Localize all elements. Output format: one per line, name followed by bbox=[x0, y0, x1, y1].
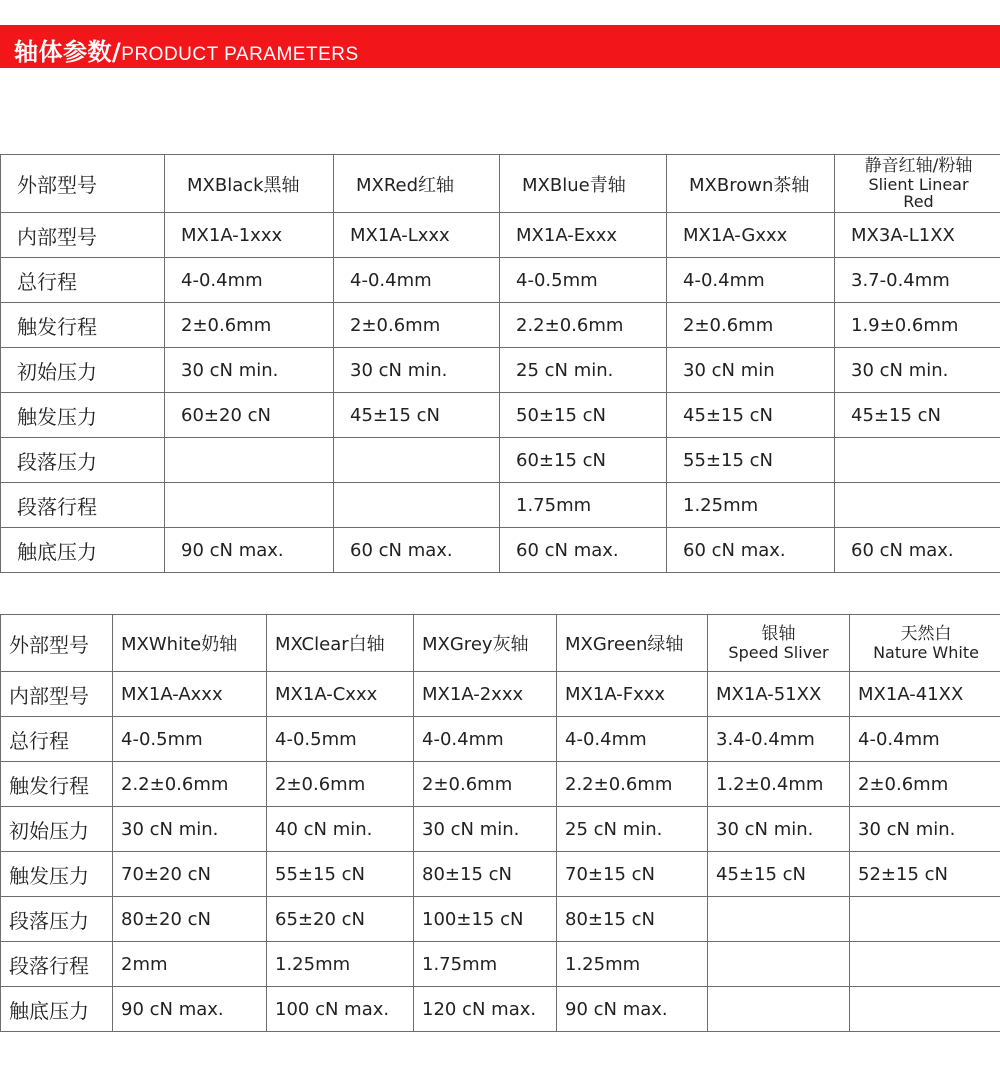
table-cell: 100±15 cN bbox=[414, 897, 557, 942]
table-cell: MX1A-Fxxx bbox=[557, 672, 708, 717]
table-cell: 3.7-0.4mm bbox=[835, 258, 1000, 303]
table-row bbox=[1, 807, 1000, 852]
table-row bbox=[1, 348, 1000, 393]
table-cell bbox=[850, 987, 1000, 1032]
table-row bbox=[1, 438, 1000, 483]
table-cell: 2±0.6mm bbox=[165, 303, 334, 348]
column-header bbox=[835, 155, 1000, 213]
column-header: MXBrown茶轴 bbox=[667, 155, 835, 213]
table-cell: 80±15 cN bbox=[414, 852, 557, 897]
table-cell bbox=[708, 987, 850, 1032]
column-header-line: 静音红轴/粉轴 bbox=[864, 156, 973, 176]
row-label: 总行程 bbox=[1, 717, 113, 762]
table-row bbox=[1, 762, 1000, 807]
table-cell: MX1A-Gxxx bbox=[667, 213, 835, 258]
table-cell: 4-0.5mm bbox=[500, 258, 667, 303]
table-cell: 1.25mm bbox=[267, 942, 414, 987]
table-cell: 60 cN max. bbox=[835, 528, 1000, 573]
row-label: 触底压力 bbox=[1, 987, 113, 1032]
table-cell: MX1A-41XX bbox=[850, 672, 1000, 717]
table-cell: 30 cN min. bbox=[113, 807, 267, 852]
section-title-en: PRODUCT PARAMETERS bbox=[121, 44, 359, 65]
table-cell: 30 cN min. bbox=[334, 348, 500, 393]
table-cell: 25 cN min. bbox=[557, 807, 708, 852]
table-row bbox=[1, 987, 1000, 1032]
column-header bbox=[850, 615, 1000, 672]
table-cell bbox=[708, 942, 850, 987]
column-header: MXRed红轴 bbox=[334, 155, 500, 213]
table-cell: 40 cN min. bbox=[267, 807, 414, 852]
column-header: MXClear白轴 bbox=[267, 615, 414, 672]
row-label: 初始压力 bbox=[1, 348, 165, 393]
table-cell: 2.2±0.6mm bbox=[113, 762, 267, 807]
table-cell: 2.2±0.6mm bbox=[557, 762, 708, 807]
table-cell: 4-0.4mm bbox=[414, 717, 557, 762]
table-cell: 70±20 cN bbox=[113, 852, 267, 897]
table-cell: 30 cN min. bbox=[414, 807, 557, 852]
table-cell: 30 cN min. bbox=[165, 348, 334, 393]
table-cell: MX1A-Exxx bbox=[500, 213, 667, 258]
parameters-table-2 bbox=[0, 614, 1000, 1032]
table-row bbox=[1, 303, 1000, 348]
table-cell: 4-0.4mm bbox=[334, 258, 500, 303]
section-title bbox=[14, 32, 359, 67]
column-header: MXGrey灰轴 bbox=[414, 615, 557, 672]
table-cell bbox=[334, 438, 500, 483]
table-cell: 4-0.4mm bbox=[165, 258, 334, 303]
table-cell: MX1A-Cxxx bbox=[267, 672, 414, 717]
table-row bbox=[1, 258, 1000, 303]
table-cell: 70±15 cN bbox=[557, 852, 708, 897]
row-label: 初始压力 bbox=[1, 807, 113, 852]
table-cell: 30 cN min. bbox=[708, 807, 850, 852]
table-cell: 1.25mm bbox=[667, 483, 835, 528]
column-header: MXBlack黑轴 bbox=[165, 155, 334, 213]
row-label: 触发压力 bbox=[1, 852, 113, 897]
table-header-row bbox=[1, 615, 1000, 672]
table-cell: 4-0.4mm bbox=[850, 717, 1000, 762]
table-row bbox=[1, 897, 1000, 942]
table-cell: 90 cN max. bbox=[165, 528, 334, 573]
table-cell: 1.75mm bbox=[414, 942, 557, 987]
table-cell: 60 cN max. bbox=[334, 528, 500, 573]
table-cell: 45±15 cN bbox=[334, 393, 500, 438]
row-label: 内部型号 bbox=[1, 213, 165, 258]
row-label: 触底压力 bbox=[1, 528, 165, 573]
column-header: MXWhite奶轴 bbox=[113, 615, 267, 672]
table-cell: 45±15 cN bbox=[667, 393, 835, 438]
column-header-line: 银轴 bbox=[761, 624, 796, 644]
table-cell: 2.2±0.6mm bbox=[500, 303, 667, 348]
table-cell: 2±0.6mm bbox=[414, 762, 557, 807]
row-label: 段落行程 bbox=[1, 483, 165, 528]
table-cell: 4-0.4mm bbox=[667, 258, 835, 303]
section-title-cn: 轴体参数/ bbox=[14, 38, 122, 66]
column-header: MXGreen绿轴 bbox=[557, 615, 708, 672]
table-cell bbox=[708, 897, 850, 942]
table-cell: 2±0.6mm bbox=[334, 303, 500, 348]
table-cell: 2mm bbox=[113, 942, 267, 987]
table-cell: MX1A-1xxx bbox=[165, 213, 334, 258]
parameters-table-1 bbox=[0, 154, 1000, 573]
column-header bbox=[708, 615, 850, 672]
table-cell bbox=[165, 438, 334, 483]
table-cell: 30 cN min. bbox=[850, 807, 1000, 852]
table-cell: 4-0.4mm bbox=[557, 717, 708, 762]
table-cell: 100 cN max. bbox=[267, 987, 414, 1032]
table-cell: 1.2±0.4mm bbox=[708, 762, 850, 807]
row-label: 触发行程 bbox=[1, 303, 165, 348]
table-cell: 2±0.6mm bbox=[667, 303, 835, 348]
table-cell: 80±15 cN bbox=[557, 897, 708, 942]
table-cell: 90 cN max. bbox=[113, 987, 267, 1032]
table-cell: MX1A-Axxx bbox=[113, 672, 267, 717]
table-cell: 52±15 cN bbox=[850, 852, 1000, 897]
table-row bbox=[1, 213, 1000, 258]
row-label: 段落行程 bbox=[1, 942, 113, 987]
table-cell bbox=[835, 483, 1000, 528]
table-cell: 2±0.6mm bbox=[850, 762, 1000, 807]
table-cell: 55±15 cN bbox=[267, 852, 414, 897]
table-cell: MX1A-Lxxx bbox=[334, 213, 500, 258]
table-cell: MX3A-L1XX bbox=[835, 213, 1000, 258]
row-label: 总行程 bbox=[1, 258, 165, 303]
table-cell: MX1A-51XX bbox=[708, 672, 850, 717]
table-row bbox=[1, 672, 1000, 717]
table-cell: 1.9±0.6mm bbox=[835, 303, 1000, 348]
table-header-row bbox=[1, 155, 1000, 213]
table-cell: 50±15 cN bbox=[500, 393, 667, 438]
table-cell bbox=[850, 942, 1000, 987]
table-cell: 45±15 cN bbox=[835, 393, 1000, 438]
table-cell: 60 cN max. bbox=[500, 528, 667, 573]
table-cell: 60 cN max. bbox=[667, 528, 835, 573]
row-label: 内部型号 bbox=[1, 672, 113, 717]
row-label: 外部型号 bbox=[1, 155, 165, 213]
table-cell bbox=[165, 483, 334, 528]
row-label: 段落压力 bbox=[1, 897, 113, 942]
table-cell: 1.75mm bbox=[500, 483, 667, 528]
table-cell: 120 cN max. bbox=[414, 987, 557, 1032]
table-cell: 60±20 cN bbox=[165, 393, 334, 438]
table-cell: 55±15 cN bbox=[667, 438, 835, 483]
row-label: 外部型号 bbox=[1, 615, 113, 672]
column-header-line: 天然白 bbox=[900, 624, 952, 644]
column-header-line: Speed Sliver bbox=[728, 643, 829, 662]
table-cell: 1.25mm bbox=[557, 942, 708, 987]
table-row bbox=[1, 717, 1000, 762]
table-cell bbox=[334, 483, 500, 528]
table-cell: 30 cN min bbox=[667, 348, 835, 393]
table-cell: 65±20 cN bbox=[267, 897, 414, 942]
table-cell bbox=[835, 438, 1000, 483]
table-cell: 60±15 cN bbox=[500, 438, 667, 483]
table-row bbox=[1, 528, 1000, 573]
column-header-line: Red bbox=[903, 192, 934, 211]
table-cell: 80±20 cN bbox=[113, 897, 267, 942]
table-row bbox=[1, 942, 1000, 987]
table-cell bbox=[850, 897, 1000, 942]
table-cell: 30 cN min. bbox=[835, 348, 1000, 393]
table-cell: 25 cN min. bbox=[500, 348, 667, 393]
table-row bbox=[1, 483, 1000, 528]
column-header-line: Nature White bbox=[873, 643, 979, 662]
row-label: 触发行程 bbox=[1, 762, 113, 807]
section-banner bbox=[0, 25, 1000, 68]
table-cell: 3.4-0.4mm bbox=[708, 717, 850, 762]
row-label: 段落压力 bbox=[1, 438, 165, 483]
table-row bbox=[1, 393, 1000, 438]
row-label: 触发压力 bbox=[1, 393, 165, 438]
column-header-line: Slient Linear bbox=[868, 175, 969, 194]
table-cell: MX1A-2xxx bbox=[414, 672, 557, 717]
table-row bbox=[1, 852, 1000, 897]
table-cell: 45±15 cN bbox=[708, 852, 850, 897]
table-cell: 4-0.5mm bbox=[267, 717, 414, 762]
table-cell: 4-0.5mm bbox=[113, 717, 267, 762]
table-cell: 2±0.6mm bbox=[267, 762, 414, 807]
table-cell: 90 cN max. bbox=[557, 987, 708, 1032]
column-header: MXBlue青轴 bbox=[500, 155, 667, 213]
